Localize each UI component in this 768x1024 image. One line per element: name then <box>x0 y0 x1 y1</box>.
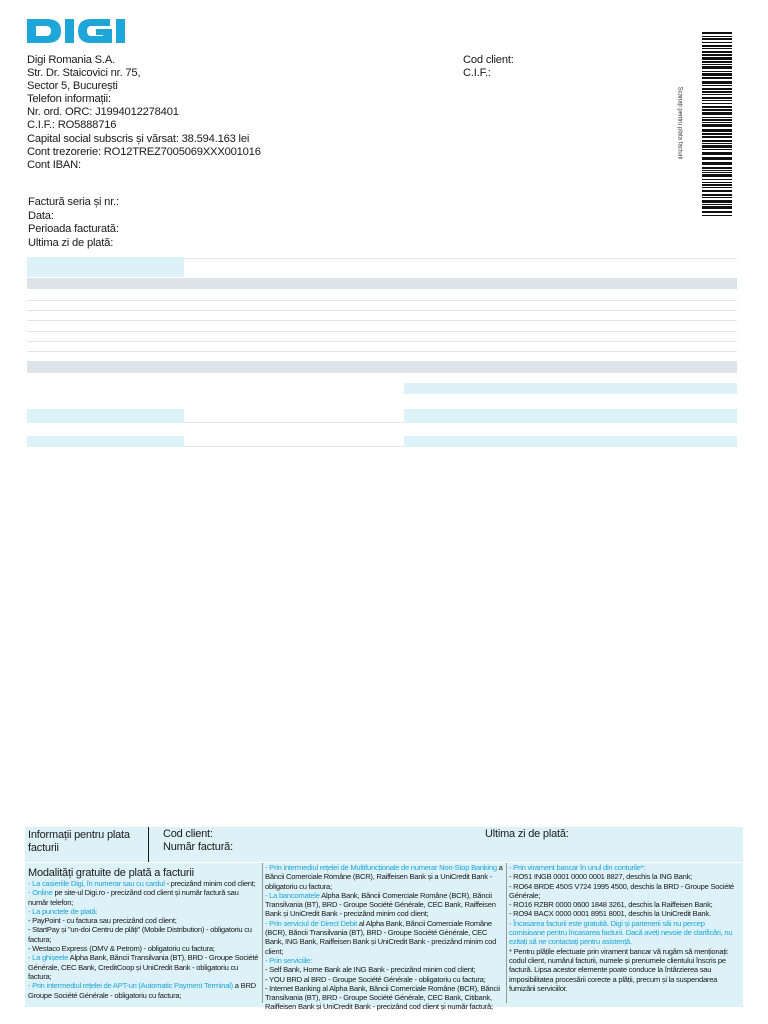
invoice-series-label: Factură seria și nr.: <box>28 196 119 208</box>
table-divider <box>184 422 404 423</box>
payment-method-item <box>28 953 260 981</box>
barcode-bar <box>702 117 732 118</box>
invoice-period-label: Perioada facturată: <box>28 223 119 236</box>
barcode-bar <box>702 182 732 183</box>
barcode-bar <box>702 133 732 135</box>
payment-methods-column-1 <box>28 863 260 1000</box>
invoice-due-label: Ultima zi de plată: <box>28 236 114 249</box>
payment-method-item <box>28 925 260 944</box>
table-divider <box>27 300 737 301</box>
payment-method-text: - Internet Banking al Alpha Bank, Băncii Comerciale Române (BCR), Băncii Transilvania (BT), BRD - Groupe Société Générale, CEC Bank, Citibank, Raiffeisen Bank și UniCredit Bank - precizând cod client și număr factură; <box>265 983 500 1012</box>
payment-method-text: - RO51 INGB 0001 0000 0001 8827, deschis la ING Bank; <box>509 872 693 882</box>
payment-method-text: - StartPay și "un-doi Centru de plăți" (Mobile Distribution) - obligatoriu cu factura; <box>28 925 252 944</box>
barcode-bar <box>702 91 732 93</box>
barcode-bar <box>702 174 732 177</box>
barcode-bar <box>702 88 732 90</box>
barcode-bar <box>702 85 732 86</box>
payment-method-highlight: - Prin virament bancar în unul din conturile*: <box>509 863 646 872</box>
payment-method-item <box>265 956 504 965</box>
company-line: Cont IBAN: <box>27 158 81 171</box>
barcode-bar <box>702 45 732 47</box>
barcode-bar <box>702 190 732 192</box>
barcode-bar <box>702 149 732 150</box>
digi-logo-mark <box>25 16 165 46</box>
payment-methods-title: Modalități gratuite de plată a facturii <box>28 867 194 879</box>
barcode-bar <box>702 170 732 171</box>
payment-method-highlight: - Prin intermediul rețelei de Multifuncționale de numerar Non-Stop Banking <box>265 863 497 872</box>
scan-note <box>672 82 686 164</box>
barcode-bar <box>702 57 732 60</box>
client-code-label: Cod client: <box>463 54 514 66</box>
payment-method-text: - PayPoint - cu factura sau precizând cod client; <box>28 916 177 926</box>
company-line: C.I.F.: RO5888716 <box>27 119 117 132</box>
barcode <box>702 32 732 220</box>
scan-note-text: Scanați pentru plata facturii <box>676 86 682 160</box>
payment-method-highlight: - La casieriile Digi, în numerar sau cu cardul <box>28 879 165 888</box>
payment-method-item <box>509 882 742 901</box>
table-section-band <box>27 278 737 289</box>
barcode-graphic <box>702 32 732 220</box>
payment-method-text: - RO94 BACX 0000 0001 8951 8001, deschis la UniCredit Bank. <box>509 909 711 919</box>
barcode-bar <box>702 162 732 165</box>
company-line: Capital social subscris și vărsat: 38.594.163 lei <box>27 132 250 145</box>
payment-method-text: - YOU BRD al BRD - Groupe Société Générale - obligatoriu cu factura; <box>265 974 486 984</box>
barcode-bar <box>702 73 732 76</box>
barcode-bar <box>702 94 732 95</box>
payment-method-item <box>265 975 504 984</box>
payment-info-strip <box>25 827 743 862</box>
total-row-cell <box>404 409 737 423</box>
company-line: Digi Romania S.A. <box>27 54 116 66</box>
total-row-cell <box>404 383 737 394</box>
barcode-bar <box>702 167 732 169</box>
barcode-bar <box>702 194 732 196</box>
barcode-bar <box>702 100 732 101</box>
footer-client-code-label: Cod client: <box>163 828 213 840</box>
barcode-bar <box>702 215 732 216</box>
barcode-bar <box>702 119 732 121</box>
barcode-bar <box>702 124 732 127</box>
barcode-bar <box>702 77 732 79</box>
table-divider <box>27 310 737 311</box>
table-divider <box>27 372 737 373</box>
barcode-bar <box>702 66 732 69</box>
barcode-bar <box>702 103 732 104</box>
barcode-bar <box>702 51 732 53</box>
payment-method-text: - precizând minim cod client; <box>164 879 256 888</box>
barcode-bar <box>702 179 732 180</box>
payment-method-item <box>28 981 260 1000</box>
payment-method-highlight: - La punctele de plată: <box>28 906 98 916</box>
company-line: Cont trezorerie: RO12TREZ7005069XXX001016 <box>27 145 261 158</box>
payment-method-text: a BRD Groupe Société Générale - obligatoriu cu factura; <box>28 981 256 1000</box>
payment-method-highlight: - La bancomatele <box>265 890 320 900</box>
company-line: Telefon informații: <box>27 93 111 106</box>
barcode-bar <box>702 71 732 72</box>
company-line: Nr. ord. ORC: J1994012278401 <box>27 106 179 119</box>
total-row-cell <box>27 409 184 423</box>
payment-method-text: - Self Bank, Home Bank ale ING Bank - precizând minim cod client; <box>265 965 476 975</box>
payment-method-item <box>28 888 260 907</box>
payment-method-item <box>28 916 260 925</box>
payment-methods <box>25 863 743 1012</box>
payment-method-highlight: - Prin intermediul rețelei de APT-uri (Automatic Payment Terminal) <box>28 981 233 991</box>
payment-method-highlight: - Prin serviciul de Direct Debit <box>265 918 358 928</box>
barcode-bar <box>702 136 732 138</box>
payment-method-highlight: - Online <box>28 888 53 898</box>
barcode-bar <box>702 48 732 49</box>
payment-method-item <box>509 919 742 947</box>
payment-methods-column-2 <box>262 863 504 1012</box>
total-row-cell <box>404 436 737 447</box>
client-cif-label: C.I.F.: <box>463 67 491 80</box>
barcode-bar <box>702 42 732 43</box>
barcode-bar <box>702 54 732 56</box>
payment-method-item <box>265 863 504 891</box>
client-details <box>463 54 514 80</box>
payment-method-text: a Băncii Comerciale Române (BCR), Raiffeisen Bank și a UniCredit Bank - obligatoriu cu factura; <box>265 863 503 891</box>
payment-method-highlight: - Prin serviciile: <box>265 955 312 965</box>
barcode-bar <box>702 140 732 142</box>
payment-method-item <box>28 879 260 888</box>
barcode-bar <box>702 197 732 198</box>
barcode-bar <box>702 200 732 203</box>
payment-info-ids <box>149 827 469 862</box>
payment-method-item <box>265 891 504 919</box>
company-line: Str. Dr. Staicovici nr. 75, <box>27 67 141 80</box>
company-details <box>27 54 261 172</box>
table-divider <box>184 258 737 259</box>
table-header-cell <box>27 257 184 277</box>
payment-method-text: - RO64 BRDE 450S V724 1995 4500, deschis la BRD - Groupe Société Générale; <box>509 881 735 900</box>
payment-method-highlight: - Încasarea facturii este gratuită. Digi și partenerii săi nu percep comisioane pentru încasarea facturii. Dacă aveți nevoie de clarificări, nu ezitați să ne contactați pentru asistență. <box>509 918 733 947</box>
payment-method-text: - Westaco Express (OMV & Petrom) - obligatoriu cu factura; <box>28 944 215 954</box>
table-divider <box>27 341 737 342</box>
payment-method-item <box>509 863 742 872</box>
payment-method-text: pe site-ul Digi.ro - precizând cod client și număr factură sau număr telefon; <box>28 888 239 907</box>
barcode-bar <box>702 112 732 115</box>
footer-invoice-number-label: Număr factură: <box>163 840 233 853</box>
payment-method-text: al Alpha Bank, Băncii Comerciale Române (BCR), Băncii Transilvania (BT), BRD - Groupe Société Générale, CEC Bank, ING Bank, Raiffeisen Bank și UniCredit Bank - precizând minim cod client; <box>265 918 497 956</box>
company-line: Sector 5, București <box>27 80 118 93</box>
payment-method-item <box>265 984 504 1012</box>
barcode-bar <box>702 187 732 188</box>
payment-info-label: Informații pentru plata facturii <box>25 827 149 862</box>
barcode-bar <box>702 129 732 132</box>
total-row-cell <box>27 436 184 447</box>
invoice-date-label: Data: <box>28 209 54 222</box>
barcode-bar <box>702 206 732 209</box>
barcode-bar <box>702 97 732 99</box>
barcode-bar <box>702 157 732 160</box>
payment-method-item <box>509 872 742 881</box>
payment-method-item <box>28 907 260 916</box>
footer-due-label: Ultima zi de plată: <box>485 828 569 840</box>
barcode-bar <box>702 81 732 84</box>
payment-method-text: Alpha Bank, Băncii Comerciale Române (BCR), Băncii Transilvania (BT), BRD - Groupe Société Générale, CEC Bank, Raiffeisen Bank și UniCredit Bank - precizând minim cod client; <box>265 890 496 919</box>
payment-method-item <box>509 900 742 909</box>
barcode-bar <box>702 106 732 108</box>
payment-method-item <box>265 965 504 974</box>
payment-methods-column-3 <box>506 863 742 1003</box>
barcode-bar <box>702 172 732 173</box>
barcode-bar <box>702 122 732 123</box>
payment-method-item <box>28 944 260 953</box>
payment-method-item <box>509 909 742 918</box>
barcode-bar <box>702 152 732 155</box>
table-section-band <box>27 361 737 372</box>
payment-method-item <box>509 947 742 993</box>
barcode-bar <box>702 61 732 63</box>
barcode-bar <box>702 143 732 144</box>
barcode-bar <box>702 204 732 205</box>
table-divider <box>27 331 737 332</box>
digi-logo <box>25 16 165 46</box>
payment-method-text: - RO16 RZBR 0000 0600 1848 3261, deschis la Raiffeisen Bank; <box>509 900 713 910</box>
barcode-bar <box>702 109 732 111</box>
table-divider <box>27 351 737 352</box>
barcode-bar <box>702 211 732 213</box>
invoice-details <box>28 196 119 250</box>
payment-method-highlight: - La ghișeele <box>28 953 69 963</box>
barcode-bar <box>702 38 732 40</box>
barcode-bar <box>702 32 732 34</box>
barcode-bar <box>702 145 732 148</box>
table-divider <box>27 320 737 321</box>
table-divider <box>184 446 404 447</box>
barcode-bar <box>702 64 732 65</box>
barcode-bar <box>702 184 732 186</box>
payment-method-text: * Pentru plățile efectuate prin virament bancar vă rugăm să menționați: codul client, numărul facturii, numele și prenumele clientului înscris pe factură. Lipsa acestor elemente poate conduce la întârzierea sau imposibilitatea procesării corecte a plății, precum și la suspendarea furnizării serviciilor. <box>509 946 729 993</box>
payment-method-item <box>265 919 504 956</box>
payment-method-text: Alpha Bank, Băncii Transilvania (BT), BRD - Groupe Société Générale, CEC Bank, CreditCoop și UniCredit Bank - obligatoriu cu factura; <box>28 953 259 981</box>
barcode-bar <box>702 36 732 37</box>
